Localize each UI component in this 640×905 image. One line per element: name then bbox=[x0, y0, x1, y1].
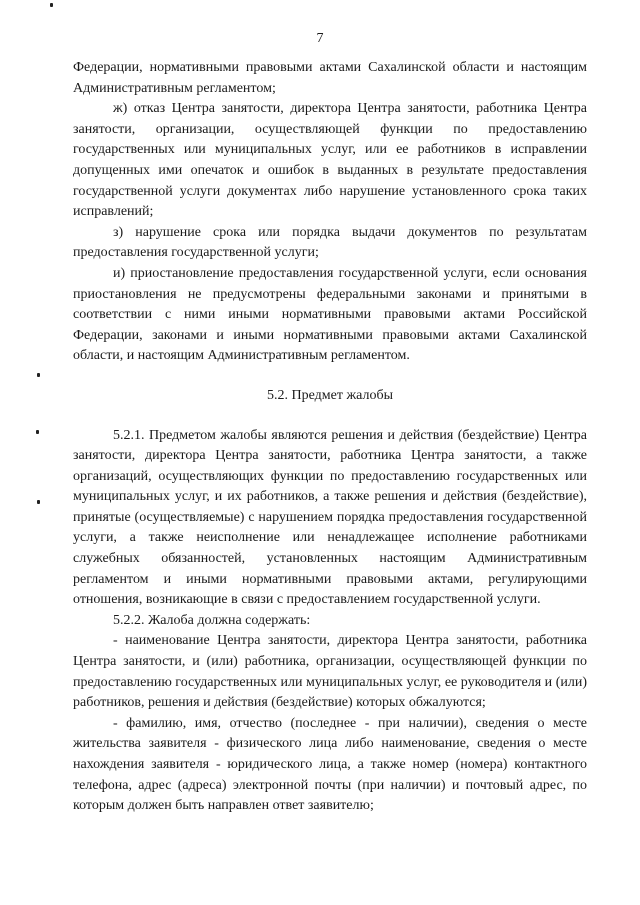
scan-speck bbox=[50, 3, 53, 7]
scan-speck bbox=[37, 373, 40, 377]
document-body bbox=[73, 58, 587, 817]
paragraph-5-2-2: 5.2.2. Жалоба должна содержать: bbox=[113, 612, 311, 628]
list-item-applicant: - фамилию, имя, отчество (последнее - при наличии), сведения о месте жительства заявителя - физического лица либо наименование, сведения о месте нахождения заявителя - юридического лица, а также номер (номера) контактного телефона, адрес (адреса) электронной почты (при наличии) и почтовый адрес, по которым должен быть направлен ответ заявителю; bbox=[73, 715, 587, 814]
paragraph-5-2-1: 5.2.1. Предметом жалобы являются решения и действия (бездействие) Центра занятости, директора Центра занятости, работника Центра занятости, а также организаций, осуществляющих функции по предоставлению государственных или муниципальных услуг, и их работников, а также решения и действия (бездействие), принятые (осуществляемые) с нарушением порядка предоставления государственной услуги, а также неисполнение или ненадлежащее исполнение работниками служебных обязанностей, установленных настоящим Административным регламентом и иными нормативными правовыми актами, регулирующими отношения, возникающие в связи с предоставлением государственной услуги. bbox=[73, 427, 587, 608]
page-number: 7 bbox=[316, 31, 324, 46]
paragraph-item-zh: ж) отказ Центра занятости, директора Центра занятости, работника Центра занятости, организации, осуществляющей функции по предоставлению государственных или муниципальных услуг, или ее работников в исправлении допущенных ими опечаток и ошибок в выданных в результате предоставления государственной услуги документах либо нарушение установленного срока таких исправлений; bbox=[73, 101, 587, 220]
paragraph-continuation: Федерации, нормативными правовыми актами Сахалинской области и настоящим Административным регламентом; bbox=[73, 60, 587, 96]
paragraph-item-i: и) приостановление предоставления государственной услуги, если основания приостановления не предусмотрены федеральными законами и принятыми в соответствии с ними иными нормативными правовыми актами Российской Федерации, законами и иными нормативными правовыми актами Сахалинской области, и настоящим Административным регламентом. bbox=[73, 265, 587, 364]
paragraph-item-z: з) нарушение срока или порядка выдачи документов по результатам предоставления государственной услуги; bbox=[73, 224, 587, 261]
scan-speck bbox=[36, 430, 39, 434]
scan-speck bbox=[37, 500, 40, 504]
list-item-name: - наименование Центра занятости, директора Центра занятости, работника Центра занятости, и (или) работника, организации, осуществляющей функции по предоставлению государственных или муниципальных услуг, ее руководителя и (или) работников, решения и действия (бездействие) которых обжалуются; bbox=[73, 633, 587, 711]
section-heading: 5.2. Предмет жалобы bbox=[267, 387, 393, 403]
